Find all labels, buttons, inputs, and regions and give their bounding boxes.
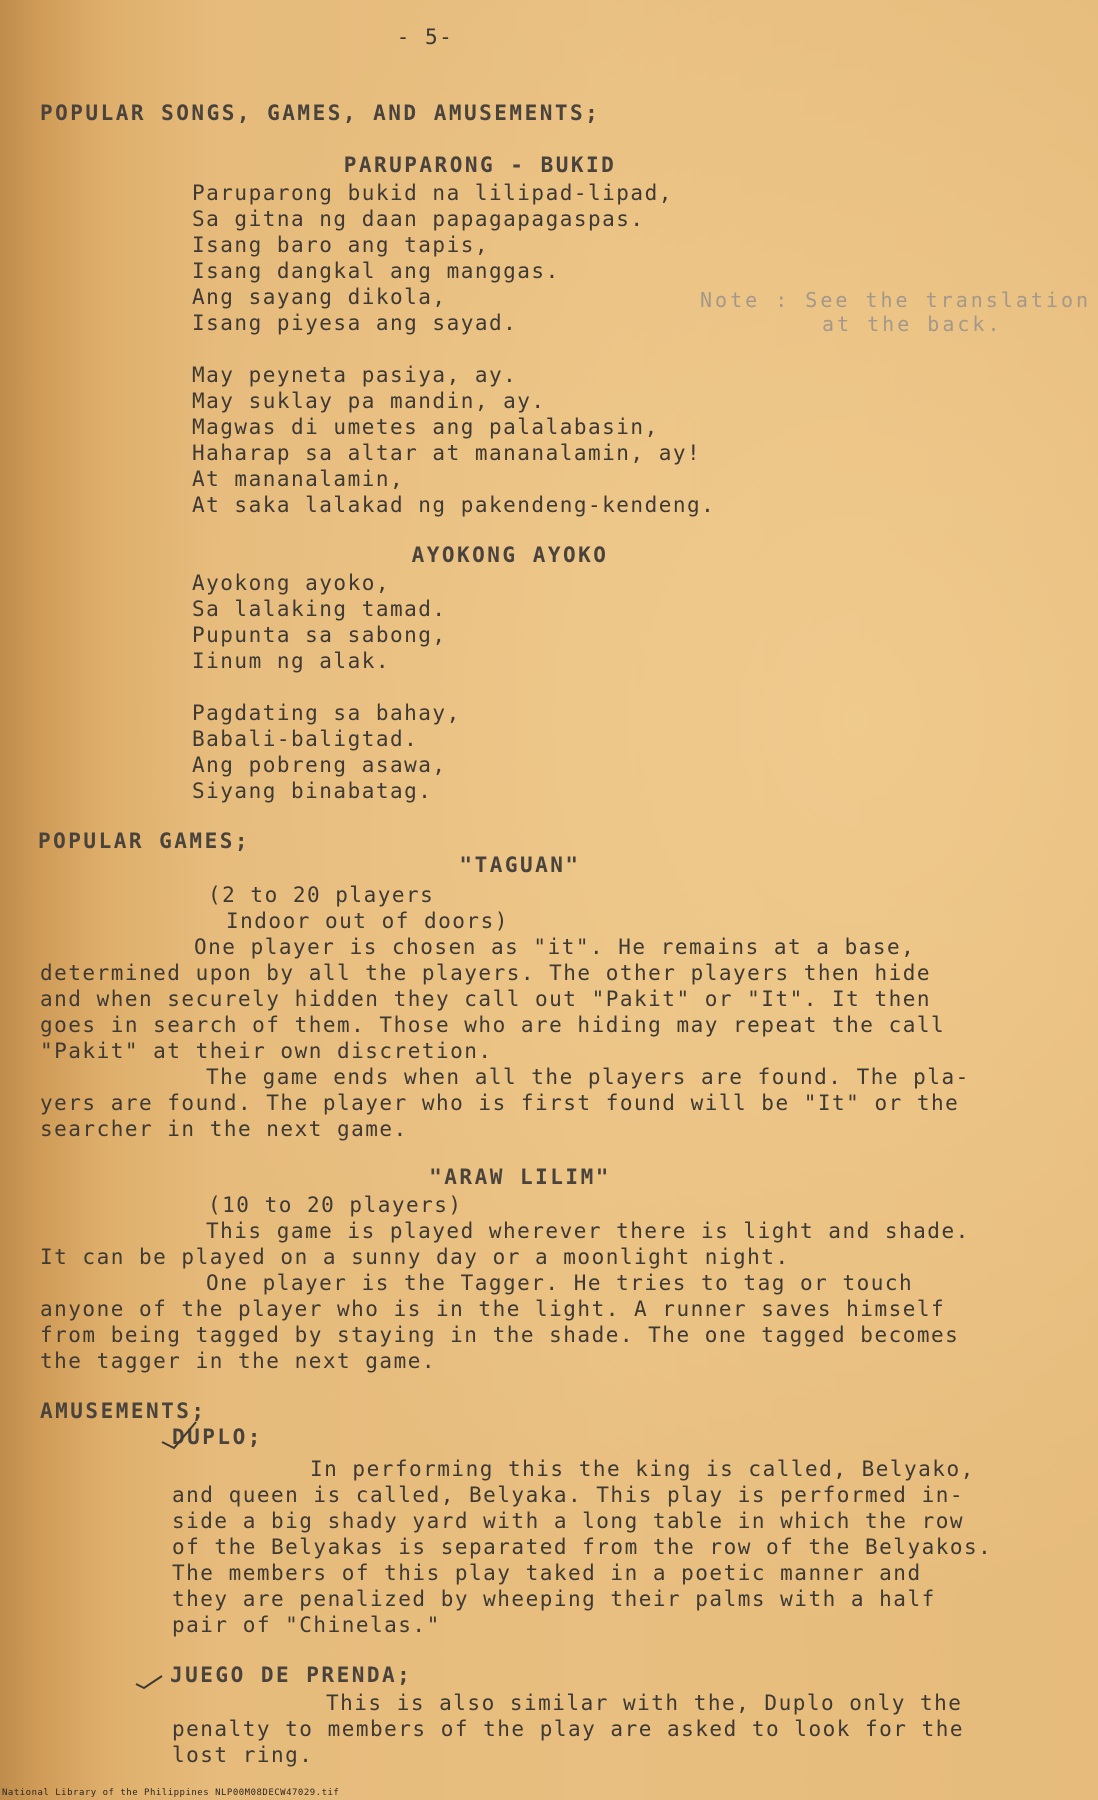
game1-line: yers are found. The player who is first found will be "It" or the xyxy=(40,1091,960,1115)
song2-line: Sa lalaking tamad. xyxy=(192,597,447,621)
page-number: - 5- xyxy=(396,25,454,49)
game2-line: It can be played on a sunny day or a moonlight night. xyxy=(40,1245,790,1269)
game2-line: This game is played wherever there is light and shade. xyxy=(206,1219,970,1243)
games-section-header: POPULAR GAMES; xyxy=(38,829,251,853)
game1-line: goes in search of them. Those who are hiding may repeat the call xyxy=(40,1013,946,1037)
amusement1-line: they are penalized by wheeping their palms with a half xyxy=(172,1587,936,1611)
song1-line: Isang piyesa ang sayad. xyxy=(192,311,518,335)
song2-title: AYOKONG AYOKO xyxy=(411,543,609,567)
song2-line: Ang pobreng asawa, xyxy=(192,753,447,777)
song2-line: Pagdating sa bahay, xyxy=(192,701,461,725)
song1-line: May peyneta pasiya, ay. xyxy=(192,363,518,387)
amusement2-title: JUEGO DE PRENDA; xyxy=(170,1663,413,1687)
game2-players: (10 to 20 players) xyxy=(208,1193,463,1217)
game1-line: determined upon by all the players. The other players then hide xyxy=(40,961,932,985)
amusement1-line: The members of this play taked in a poetic manner and xyxy=(172,1561,922,1585)
translation-note: Note : See the translation xyxy=(700,288,1092,312)
songs-section-header: POPULAR SONGS, GAMES, AND AMUSEMENTS; xyxy=(40,101,601,125)
translation-note-continued: at the back. xyxy=(822,312,1003,336)
amusement2-line: lost ring. xyxy=(172,1743,314,1767)
amusement1-title: DUPLO; xyxy=(172,1425,263,1449)
song1-line: Ang sayang dikola, xyxy=(192,285,447,309)
checkmark-icon xyxy=(134,1664,174,1690)
amusement1-line: side a big shady yard with a long table in which the row xyxy=(172,1509,965,1533)
song2-line: Babali-baligtad. xyxy=(192,727,419,751)
song2-line: Pupunta sa sabong, xyxy=(192,623,447,647)
archive-footer: National Library of the Philippines NLP00M08DECW47029.tif xyxy=(2,1788,340,1798)
game1-line: searcher in the next game. xyxy=(40,1117,408,1141)
game2-line: the tagger in the next game. xyxy=(40,1349,437,1373)
game2-line: from being tagged by staying in the shade. The one tagged becomes xyxy=(40,1323,960,1347)
game2-title: "ARAW LILIM" xyxy=(429,1165,611,1189)
game1-players: (2 to 20 players xyxy=(208,883,435,907)
song2-line: Ayokong ayoko, xyxy=(192,571,391,595)
game1-line: "Pakit" at their own discretion. xyxy=(40,1039,493,1063)
song1-line: Paruparong bukid na lilipad-lipad, xyxy=(192,181,673,205)
amusement1-line: and queen is called, Belyaka. This play is performed in- xyxy=(172,1483,965,1507)
game1-line: The game ends when all the players are found. The pla- xyxy=(206,1065,970,1089)
song1-line: At saka lalakad ng pakendeng-kendeng. xyxy=(192,493,716,517)
game1-title: "TAGUAN" xyxy=(459,853,581,877)
song2-line: Iinum ng alak. xyxy=(192,649,391,673)
game1-line: and when securely hidden they call out "Pakit" or "It". It then xyxy=(40,987,932,1011)
checkmark-icon xyxy=(160,1420,200,1450)
amusement1-line: In performing this the king is called, Belyako, xyxy=(310,1457,975,1481)
song1-title: PARUPARONG - BUKID xyxy=(343,153,617,177)
game1-setting: Indoor out of doors) xyxy=(226,909,509,933)
song1-line: Haharap sa altar at mananalamin, ay! xyxy=(192,441,702,465)
amusement2-line: penalty to members of the play are asked to look for the xyxy=(172,1717,965,1741)
song1-line: May suklay pa mandin, ay. xyxy=(192,389,546,413)
song1-line: At mananalamin, xyxy=(192,467,405,491)
game2-line: anyone of the player who is in the light. A runner saves himself xyxy=(40,1297,946,1321)
song1-line: Isang dangkal ang manggas. xyxy=(192,259,560,283)
game2-line: One player is the Tagger. He tries to tag or touch xyxy=(206,1271,914,1295)
song1-line: Magwas di umetes ang palalabasin, xyxy=(192,415,659,439)
song1-line: Isang baro ang tapis, xyxy=(192,233,490,257)
song2-line: Siyang binabatag. xyxy=(192,779,433,803)
amusement2-line: This is also similar with the, Duplo only the xyxy=(326,1691,963,1715)
game1-line: One player is chosen as "it". He remains at a base, xyxy=(194,935,916,959)
amusements-section-header: AMUSEMENTS; xyxy=(40,1399,207,1423)
amusement1-line: of the Belyakas is separated from the row of the Belyakos. xyxy=(172,1535,993,1559)
amusement1-line: pair of "Chinelas." xyxy=(172,1613,441,1637)
song1-line: Sa gitna ng daan papagapagaspas. xyxy=(192,207,645,231)
